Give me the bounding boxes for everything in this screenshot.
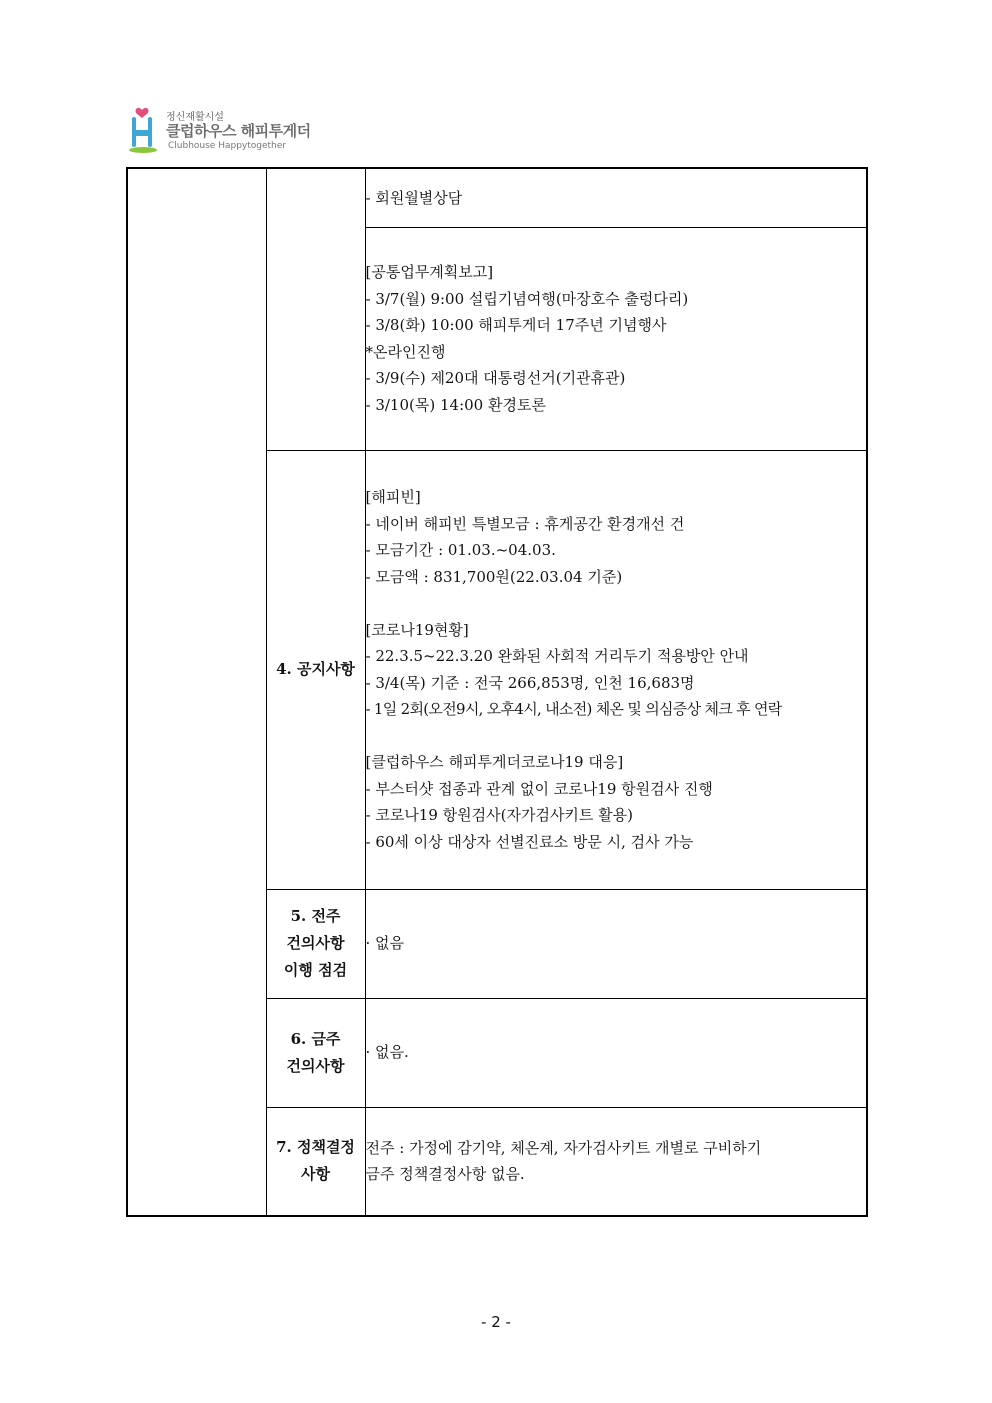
policy-decision-content bbox=[365, 1107, 867, 1216]
section-heading: [해피빈] bbox=[365, 488, 421, 506]
notice-content-cell bbox=[365, 450, 867, 889]
label-line: 6. 금주 bbox=[290, 1029, 341, 1048]
content-line: 전주 : 가정에 감기약, 체온계, 자가검사키트 개별로 구비하기 bbox=[365, 1138, 762, 1157]
label-line: 건의사항 bbox=[286, 1056, 345, 1075]
logo-english: Clubhouse Happytogether bbox=[168, 141, 286, 151]
logo-subtitle: 정신재활시설 bbox=[166, 112, 224, 123]
section-heading: [클럽하우스 해피투게더코로나19 대응] bbox=[365, 753, 624, 771]
content-line: - 네이버 해피빈 특별모금 : 휴게공간 환경개선 건 bbox=[365, 514, 685, 533]
this-week-suggestion-content: · 없음. bbox=[365, 998, 867, 1107]
clubhouse-logo bbox=[128, 104, 328, 156]
content-line: - 1일 2회(오전9시, 오후4시, 내소전) 체온 및 의심증상 체크 후 연락 bbox=[365, 700, 782, 718]
content-line: - 모금기간 : 01.03.~04.03. bbox=[365, 541, 556, 559]
page-number: - 2 - bbox=[481, 1313, 511, 1331]
label-line: 7. 정책결정 bbox=[276, 1138, 355, 1157]
content-line: - 3/9(수) 제20대 대통령선거(기관휴관) bbox=[365, 369, 626, 387]
label-line: 사항 bbox=[301, 1165, 330, 1184]
prev-suggestion-content: · 없음 bbox=[365, 889, 867, 998]
label-line: 5. 전주 bbox=[290, 907, 341, 925]
policy-decision-label bbox=[266, 1107, 365, 1216]
content-line: - 회원월별상담 bbox=[365, 188, 463, 207]
content-line: *온라인진행 bbox=[365, 342, 446, 361]
content-line: - 코로나19 항원검사(자가검사키트 활용) bbox=[365, 806, 634, 824]
content-line: - 3/8(화) 10:00 해피투게더 17주년 기념행사 bbox=[365, 316, 667, 334]
prev-suggestion-label bbox=[266, 889, 365, 998]
notice-label: 4. 공지사항 bbox=[266, 450, 365, 889]
section-heading: [코로나19현황] bbox=[365, 620, 469, 639]
label-line: 이행 점검 bbox=[283, 961, 348, 979]
content-line: 금주 정책결정사항 없음. bbox=[365, 1165, 525, 1184]
logo-title: 클럽하우스 해피투게더 bbox=[166, 122, 311, 140]
content-line: - 부스터샷 접종과 관계 없이 코로나19 항원검사 진행 bbox=[365, 779, 713, 798]
monthly-consult-cell bbox=[365, 168, 867, 227]
content-line: - 모금액 : 831,700원(22.03.04 기준) bbox=[365, 567, 623, 586]
logo-h-mark-icon bbox=[128, 104, 162, 154]
content-line: - 3/7(월) 9:00 설립기념여행(마장호수 출렁다리) bbox=[365, 289, 689, 308]
minutes-table bbox=[126, 167, 868, 1217]
content-line: - 3/10(목) 14:00 환경토론 bbox=[365, 395, 546, 414]
table-row bbox=[127, 168, 867, 227]
content-line: - 22.3.5~22.3.20 완화된 사회적 거리두기 적용방안 안내 bbox=[365, 647, 749, 665]
label-cell-empty bbox=[266, 168, 365, 450]
content-line: - 60세 이상 대상자 선별진료소 방문 시, 검사 가능 bbox=[365, 832, 694, 851]
content-line: - 3/4(목) 기준 : 전국 266,853명, 인천 16,683명 bbox=[365, 673, 695, 692]
label-line: 건의사항 bbox=[286, 934, 345, 952]
this-week-suggestion-label bbox=[266, 998, 365, 1107]
section-heading: [공통업무계획보고] bbox=[365, 263, 494, 281]
left-empty-cell bbox=[127, 168, 266, 1216]
work-plan-cell bbox=[365, 227, 867, 450]
